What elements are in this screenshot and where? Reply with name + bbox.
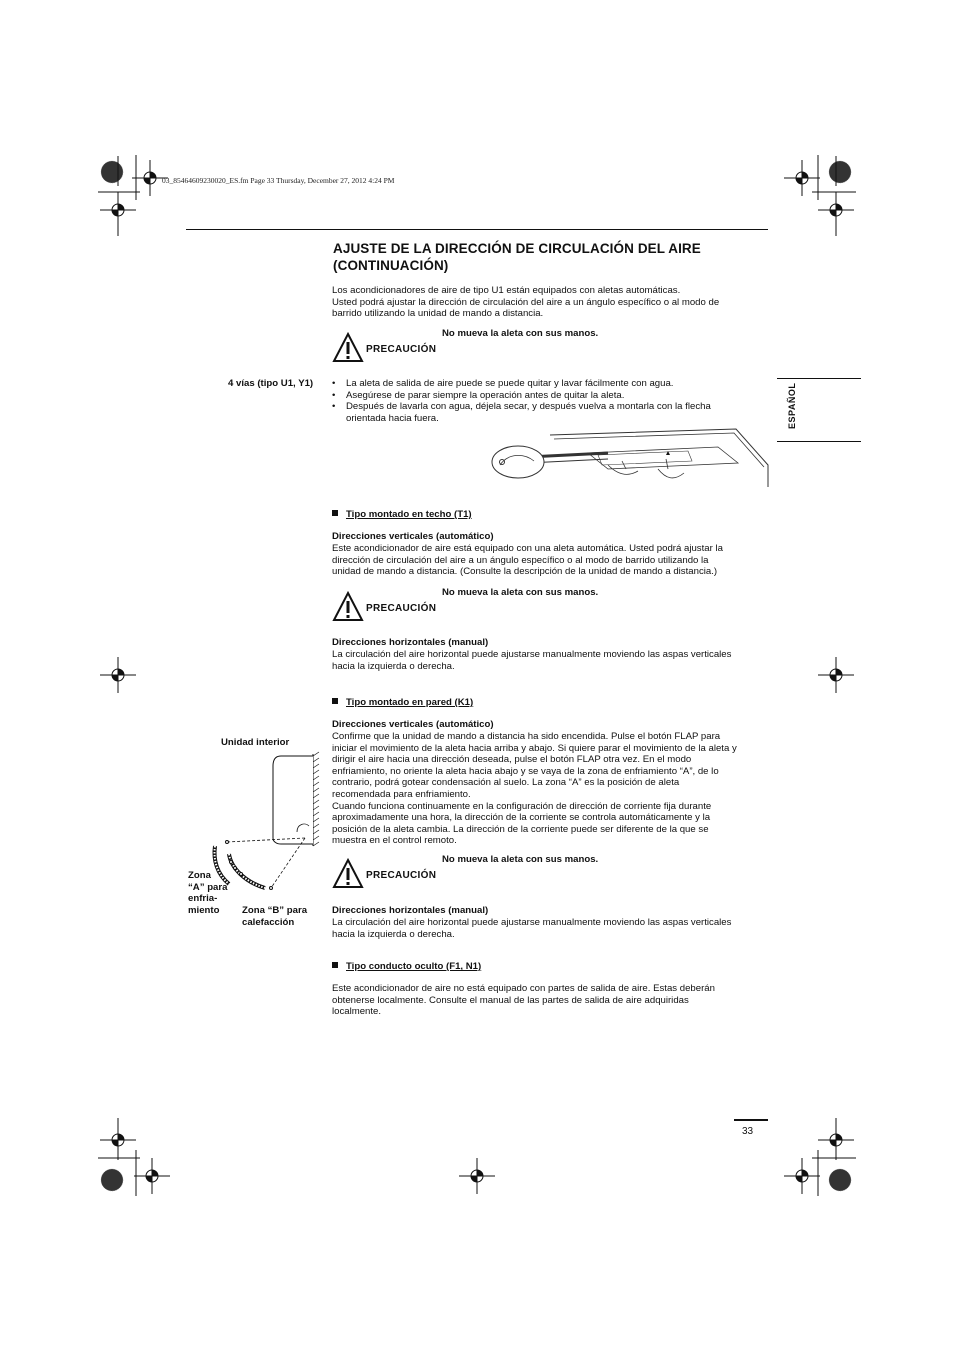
- list-item: • La aleta de salida de aire puede se puede quitar y lavar fácilmente con agua.: [332, 378, 772, 390]
- text-line: dirigir el aire hacia una dirección deseada, pulse el botón FLAP otra vez. En el modo: [332, 754, 692, 766]
- louver-illustration: [488, 425, 770, 495]
- f1-heading: [332, 961, 481, 973]
- warning-icon: [333, 333, 363, 363]
- title-line-1: AJUSTE DE LA DIRECCIÓN DE CIRCULACIÓN DEL AIRE: [333, 241, 701, 256]
- caution-text: No mueva la aleta con sus manos.: [442, 854, 599, 865]
- intro-paragraph: [332, 285, 772, 320]
- k1-heading-text: Tipo montado en pared (K1): [346, 697, 474, 708]
- language-tab-label: ESPAÑOL: [787, 382, 797, 429]
- bullet-square-icon: [332, 962, 338, 968]
- text-line: Zona “B” para: [242, 905, 308, 916]
- text-line: calefacción: [242, 916, 295, 928]
- list-item-continuation: orientada hacia fuera.: [346, 412, 439, 424]
- four-way-bullets: [332, 378, 772, 424]
- t1-horizontal-heading: Direcciones horizontales (manual): [332, 637, 489, 648]
- k1-vertical-paragraph: [332, 731, 772, 847]
- figure-label-zone-b: [242, 905, 307, 928]
- text-line: La circulación del aire horizontal puede ajustarse manualmente moviendo las aspas verticales: [332, 917, 732, 928]
- bullet-square-icon: [332, 698, 338, 704]
- four-way-label: 4 vías (tipo U1, Y1): [228, 378, 314, 389]
- list-item: [332, 413, 772, 425]
- text-line: Cuando funciona continuamente en la configuración de dirección de corriente fija durante: [332, 800, 712, 812]
- text-line: posición de la aleta cambia. La dirección de la corriente puede ser diferente de la que se: [332, 823, 709, 835]
- caution-text: No mueva la aleta con sus manos.: [442, 587, 599, 598]
- figure-label-indoor-unit: Unidad interior: [221, 737, 290, 748]
- text-line: enfriamiento, no oriente la aleta hacia abajo y se vaya de la zona de enfriamiento “A”, de lo: [332, 765, 719, 777]
- text-line: aproximadamente una hora, la dirección de la corriente se controla automáticamente y la: [332, 812, 711, 824]
- caution-label: PRECAUCIÓN: [366, 603, 437, 614]
- k1-horizontal-heading: Direcciones horizontales (manual): [332, 905, 489, 916]
- t1-horizontal-paragraph: [332, 649, 772, 672]
- intro-line: Los acondicionadores de aire de tipo U1 están equipados con aletas automáticas.: [332, 285, 681, 296]
- text-line: localmente.: [332, 1006, 382, 1018]
- t1-heading: [332, 509, 472, 521]
- text-line: obtenerse localmente. Consulte el manual de las partes de salida de aire adquiridas: [332, 994, 689, 1006]
- text-line: dirección de circulación del aire a un ángulo específico o al modo de barrido utilizando la: [332, 554, 709, 566]
- top-rule: [186, 229, 768, 230]
- language-tab: [777, 378, 861, 442]
- text-line: Confirme que la unidad de mando a distancia ha sido encendida. Pulse el botón FLAP para: [332, 731, 721, 742]
- page-number-rule: [734, 1119, 768, 1121]
- title-line-2: (CONTINUACIÓN): [333, 258, 449, 273]
- intro-line: Usted podrá ajustar la dirección de circulación del aire a un ángulo específico o al modo de: [332, 296, 720, 308]
- page-number: 33: [742, 1126, 754, 1137]
- text-line: miento: [188, 904, 220, 916]
- text-line: “A” para: [188, 881, 228, 893]
- t1-vertical-heading: Direcciones verticales (automático): [332, 531, 494, 542]
- list-item: • Después de lavarla con agua, déjela secar, y después vuelva a montarla con la flecha: [332, 401, 772, 413]
- k1-vertical-heading: Direcciones verticales (automático): [332, 719, 494, 730]
- text-line: Este acondicionador de aire no está equipado con partes de salida de aire. Estas deberán: [332, 983, 715, 994]
- bullet-square-icon: [332, 510, 338, 516]
- caution-label: PRECAUCIÓN: [366, 344, 437, 355]
- warning-icon: [333, 592, 363, 622]
- caution-text: No mueva la aleta con sus manos.: [442, 328, 599, 339]
- text-line: iniciar el movimiento de la aleta hacia arriba y abajo. Si quiere parar el movimiento de la aleta y: [332, 742, 737, 754]
- text-line: La circulación del aire horizontal puede ajustarse manualmente moviendo las aspas verticales: [332, 649, 732, 660]
- f1-paragraph: [332, 983, 772, 1018]
- list-item: • Asegúrese de parar siempre la operación antes de quitar la aleta.: [332, 390, 772, 402]
- text-line: enfria-: [188, 893, 218, 905]
- f1-heading-text: Tipo conducto oculto (F1, N1): [346, 961, 482, 972]
- text-line: muestra en el control remoto.: [332, 835, 457, 847]
- text-line: recomendada para enfriamiento.: [332, 788, 471, 800]
- figure-label-zone-a: [188, 870, 227, 916]
- text-line: unidad de mando a distancia. (Consulte la descripción de la unidad de mando a distancia.): [332, 566, 718, 578]
- intro-line: barrido utilizando la unidad de mando a distancia.: [332, 308, 544, 320]
- caution-label: PRECAUCIÓN: [366, 870, 437, 881]
- text-line: hacia la izquierda o derecha.: [332, 660, 455, 672]
- warning-icon: [333, 859, 363, 889]
- t1-vertical-paragraph: [332, 543, 772, 578]
- text-line: Zona: [188, 870, 211, 881]
- page-title: [333, 240, 701, 274]
- k1-heading: [332, 697, 473, 709]
- text-line: hacia la izquierda o derecha.: [332, 928, 455, 940]
- file-header: 03_85464609230020_ES.fm Page 33 Thursday, December 27, 2012 4:24 PM: [162, 176, 395, 185]
- t1-heading-text: Tipo montado en techo (T1): [346, 509, 472, 520]
- text-line: Este acondicionador de aire está equipado con una aleta automática. Usted podrá ajustar la: [332, 543, 723, 554]
- text-line: contrario, podrá gotear condensación al suelo. La zona “A” es la posición de aleta: [332, 777, 680, 789]
- k1-horizontal-paragraph: [332, 917, 772, 940]
